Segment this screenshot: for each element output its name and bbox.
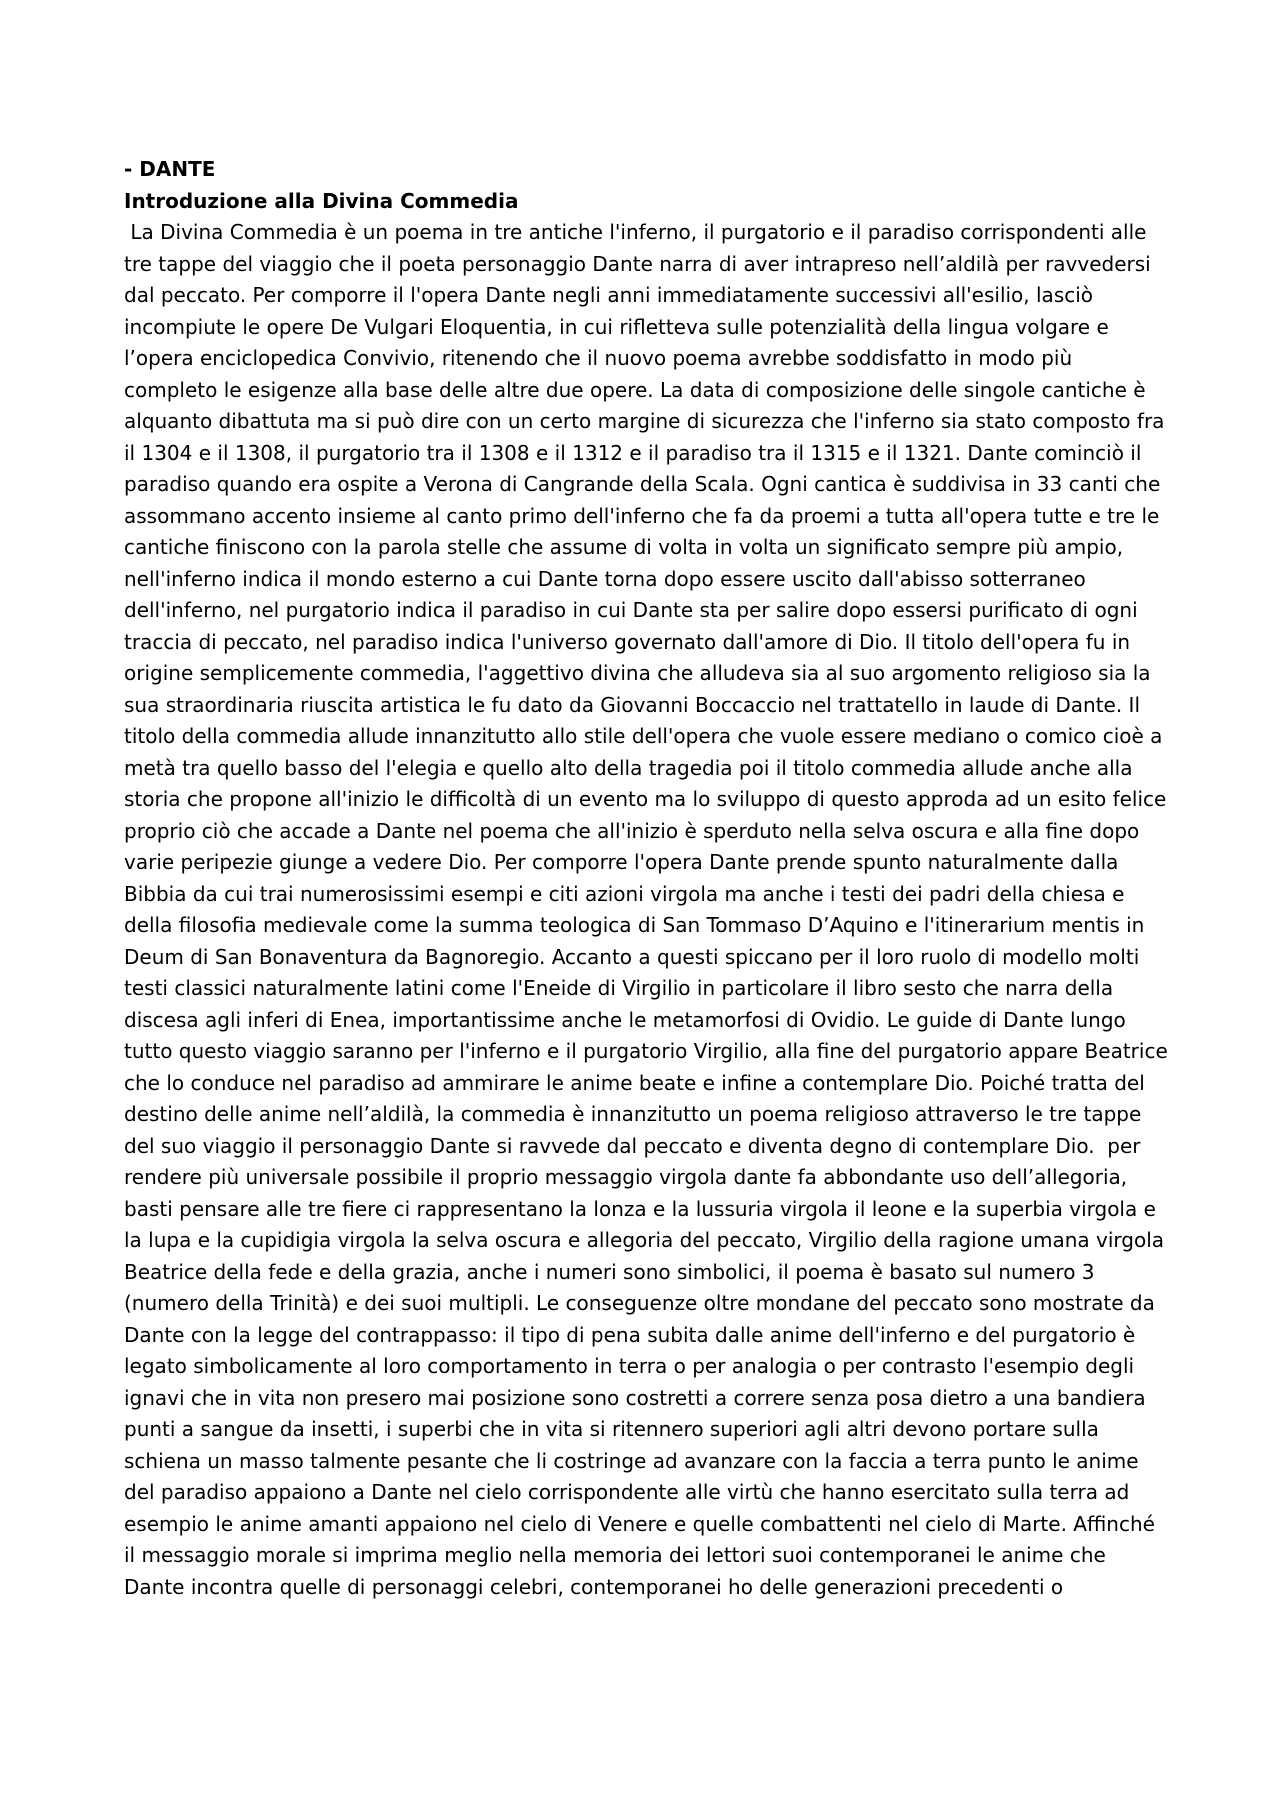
heading-author: - DANTE xyxy=(124,157,216,181)
document-content xyxy=(124,154,1175,1603)
heading-title: Introduzione alla Divina Commedia xyxy=(124,188,519,213)
body-paragraph: La Divina Commedia è un poema in tre antiche l'inferno, il purgatorio e il paradiso corrispondenti alle tre tappe del viaggio che il poeta personaggio Dante narra di aver intrapreso nell’aldilà per ravvedersi dal peccato. Per comporre il l'opera Dante negli anni immediatamente successivi all'esilio, lasciò incompiute le opere De Vulgari Eloquentia, in cui rifletteva sulle potenzialità della lingua volgare e l’opera enciclopedica Convivio, ritenendo che il nuovo poema avrebbe soddisfatto in modo più completo le esigenze alla base delle altre due opere. La data di composizione delle singole cantiche è alquanto dibattuta ma si può dire con un certo margine di sicurezza che l'inferno sia stato composto fra il 1304 e il 1308, il purgatorio tra il 1308 e il 1312 e il paradiso tra il 1315 e il 1321. Dante cominciò il paradiso quando era ospite a Verona di Cangrande della Scala. Ogni cantica è suddivisa in 33 canti che assommano accento insieme al canto primo dell'inferno che fa da proemi a tutta all'opera tutte e tre le cantiche finiscono con la parola stelle che assume di volta in volta un significato sempre più ampio, nell'inferno indica il mondo esterno a cui Dante torna dopo essere uscito dall'abisso sotterraneo dell'inferno, nel purgatorio indica il paradiso in cui Dante sta per salire dopo essersi purificato di ogni traccia di peccato, nel paradiso indica l'universo governato dall'amore di Dio. Il titolo dell'opera fu in origine semplicemente commedia, l'aggettivo divina che alludeva sia al suo argomento religioso sia la sua straordinaria riuscita artistica le fu dato da Giovanni Boccaccio nel trattatello in laude di Dante. Il titolo della commedia allude innanzitutto allo stile dell'opera che vuole essere mediano o comico cioè a metà tra quello basso del l'elegia e quello alto della tragedia poi il titolo commedia allude anche alla storia che propone all'inizio le difficoltà di un evento ma lo sviluppo di questo approda ad un esito felice proprio ciò che accade a Dante nel poema che all'inizio è sperduto nella selva oscura e alla fine dopo varie peripezie giunge a vedere Dio. Per comporre l'opera Dante prende spunto naturalmente dalla Bibbia da cui trai numerosissimi esempi e citi azioni virgola ma anche i testi dei padri della chiesa e della filosofia medievale come la summa teologica di San Tommaso D’Aquino e l'itinerarium mentis in Deum di San Bonaventura da Bagnoregio. Accanto a questi spiccano per il loro ruolo di modello molti testi classici naturalmente latini come l'Eneide di Virgilio in particolare il libro sesto che narra della discesa agli inferi di Enea, importantissime anche le metamorfosi di Ovidio. Le guide di Dante lungo tutto questo viaggio saranno per l'inferno e il purgatorio Virgilio, alla fine del purgatorio appare Beatrice che lo conduce nel paradiso ad ammirare le anime beate e infine a contemplare Dio. Poiché tratta del destino delle anime nell’aldilà, la commedia è innanzitutto un poema religioso attraverso le tre tappe del suo viaggio il personaggio Dante si ravvede dal peccato e diventa degno di contemplare Dio. per rendere più universale possibile il proprio messaggio virgola dante fa abbondante uso dell’allegoria, basti pensare alle tre fiere ci rappresentano la lonza e la lussuria virgola il leone e la superbia virgola e la lupa e la cupidigia virgola la selva oscura e allegoria del peccato, Virgilio della ragione umana virgola Beatrice della fede e della grazia, anche i numeri sono simbolici, il poema è basato sul numero 3 (numero della Trinità) e dei suoi multipli. Le conseguenze oltre mondane del peccato sono mostrate da Dante con la legge del contrappasso: il tipo di pena subita dalle anime dell'inferno e del purgatorio è legato simbolicamente al loro comportamento in terra o per analogia o per contrasto l'esempio degli ignavi che in vita non presero mai posizione sono costretti a correre senza posa dietro a una bandiera punti a sangue da insetti, i superbi che in vita si ritennero superiori agli altri devono portare sulla schiena un masso talmente pesante che li costringe ad avanzare con la faccia a terra punto le anime del paradiso appaiono a Dante nel cielo corrispondente alle virtù che hanno esercitato sulla terra ad esempio le anime amanti appaiono nel cielo di Venere e quelle combattenti nel cielo di Marte. Affinché il messaggio morale si imprima meglio nella memoria dei lettori suoi contemporanei le anime che Dante incontra quelle di personaggi celebri, contemporanei ho delle generazioni precedenti o xyxy=(124,220,1175,1599)
